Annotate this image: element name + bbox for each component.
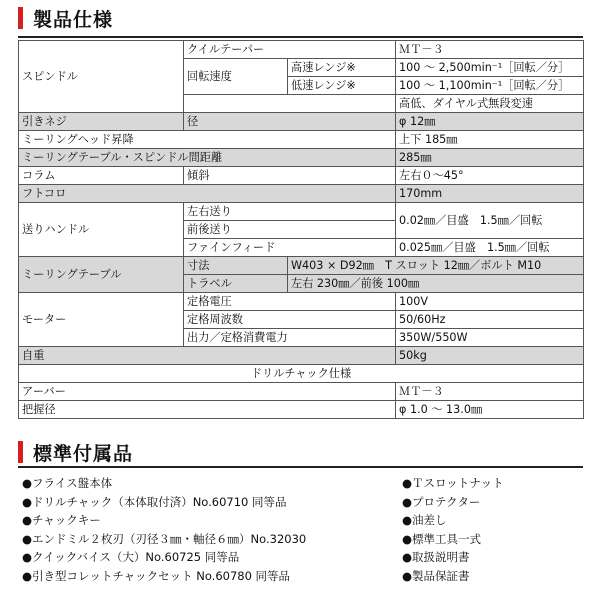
travel-value: 左右 230㎜／前後 100㎜ <box>288 275 584 293</box>
column-label: コラム <box>19 167 184 185</box>
accessories-list-right <box>402 474 592 586</box>
grip-label: 把握径 <box>19 401 396 419</box>
weight-label: 自重 <box>19 347 396 365</box>
list-item: ●プロテクター <box>402 494 481 509</box>
spec-row <box>19 257 584 275</box>
list-item: ●チャックキー <box>22 513 101 528</box>
list-item: ●Ｔスロットナット <box>402 476 504 490</box>
spec-row <box>19 131 584 149</box>
lr-feed-label: 左右送り <box>184 203 396 221</box>
lr-fb-feed-value: 0.02㎜／目盛 1.5㎜／回転 <box>396 203 584 239</box>
table-distance-label: ミーリングテーブル・スピンドル間距離 <box>19 149 396 167</box>
low-range-value: 100 ～ 1,100min⁻¹［回転／分］ <box>396 77 584 95</box>
frequency-value: 50/60Hz <box>396 311 584 329</box>
spec-row <box>19 293 584 311</box>
list-item: ●標準工具一式 <box>402 531 482 546</box>
chuck-spec-header: ドリルチャック仕様 <box>19 365 584 383</box>
empty-cell <box>184 95 396 113</box>
list-item: ●油差し <box>402 513 447 528</box>
accessories-heading <box>18 440 133 464</box>
fine-feed-value: 0.025㎜／目盛 1.5㎜／回転 <box>396 239 584 257</box>
list-item: ●クイックバイス（大）No.60725 同等品 <box>22 550 240 565</box>
spec-heading <box>18 6 113 30</box>
drawbar-value: φ 12㎜ <box>396 113 584 131</box>
fine-feed-label: ファインフィード <box>184 239 396 257</box>
accessories-divider <box>18 466 583 468</box>
spec-row <box>19 347 584 365</box>
grip-value: φ 1.0 ～ 13.0㎜ <box>396 401 584 419</box>
list-item: ●取扱説明書 <box>402 550 470 565</box>
table-size-label: 寸法 <box>184 257 288 275</box>
list-item: ●ドリルチャック（本体取付済）No.60710 同等品 <box>22 494 287 509</box>
heading-accent-bar <box>18 441 23 463</box>
power-value: 350W/550W <box>396 329 584 347</box>
high-range-value: 100 ～ 2,500min⁻¹［回転／分］ <box>396 59 584 77</box>
spec-title: 製品仕様 <box>33 8 114 31</box>
feed-label: 送りハンドル <box>19 203 184 257</box>
arbor-label: アーバー <box>19 383 396 401</box>
spec-divider <box>18 36 583 38</box>
spec-row <box>19 203 584 221</box>
voltage-label: 定格電圧 <box>184 293 396 311</box>
column-sub-label: 傾斜 <box>184 167 396 185</box>
list-item: ●製品保証書 <box>402 568 470 583</box>
variable-speed-value: 高低、ダイヤル式無段変速 <box>396 95 584 113</box>
spec-row <box>19 149 584 167</box>
spec-table <box>18 40 584 419</box>
frequency-label: 定格周波数 <box>184 311 396 329</box>
spec-row <box>19 383 584 401</box>
travel-label: トラベル <box>184 275 288 293</box>
heading-accent-bar <box>18 7 23 29</box>
list-item: ●引き型コレットチャックセット No.60780 同等品 <box>22 568 291 583</box>
taper-value: ＭＴ－３ <box>396 41 584 59</box>
power-label: 出力／定格消費電力 <box>184 329 396 347</box>
taper-label: クイルテーパー <box>184 41 396 59</box>
table-size-value: W403 × D92㎜ T スロット 12㎜／ボルト M10 <box>288 257 584 275</box>
spec-row <box>19 113 584 131</box>
drawbar-label: 引きネジ <box>19 113 184 131</box>
weight-value: 50kg <box>396 347 584 365</box>
spec-row <box>19 185 584 203</box>
accessories-title: 標準付属品 <box>33 442 134 465</box>
low-range-label: 低速レンジ※ <box>288 77 396 95</box>
head-lift-label: ミーリングヘッド昇降 <box>19 131 396 149</box>
head-lift-value: 上下 185㎜ <box>396 131 584 149</box>
column-value: 左右０～45° <box>396 167 584 185</box>
milling-table-label: ミーリングテーブル <box>19 257 184 293</box>
throat-label: フトコロ <box>19 185 396 203</box>
list-item: ●フライス盤本体 <box>22 476 113 490</box>
spindle-label: スピンドル <box>19 41 184 113</box>
spec-row <box>19 167 584 185</box>
list-item: ●エンドミル２枚刃（刃径３㎜・軸径６㎜）No.32030 <box>22 531 307 546</box>
motor-label: モーター <box>19 293 184 347</box>
speed-label: 回転速度 <box>184 59 288 95</box>
accessories-list-left <box>22 474 392 586</box>
fb-feed-label: 前後送り <box>184 221 396 239</box>
drawbar-sub-label: 径 <box>184 113 396 131</box>
table-distance-value: 285㎜ <box>396 149 584 167</box>
arbor-value: ＭＴ－３ <box>396 383 584 401</box>
spec-row <box>19 41 584 59</box>
spec-row <box>19 401 584 419</box>
voltage-value: 100V <box>396 293 584 311</box>
high-range-label: 高速レンジ※ <box>288 59 396 77</box>
spec-row <box>19 365 584 383</box>
throat-value: 170mm <box>396 185 584 203</box>
